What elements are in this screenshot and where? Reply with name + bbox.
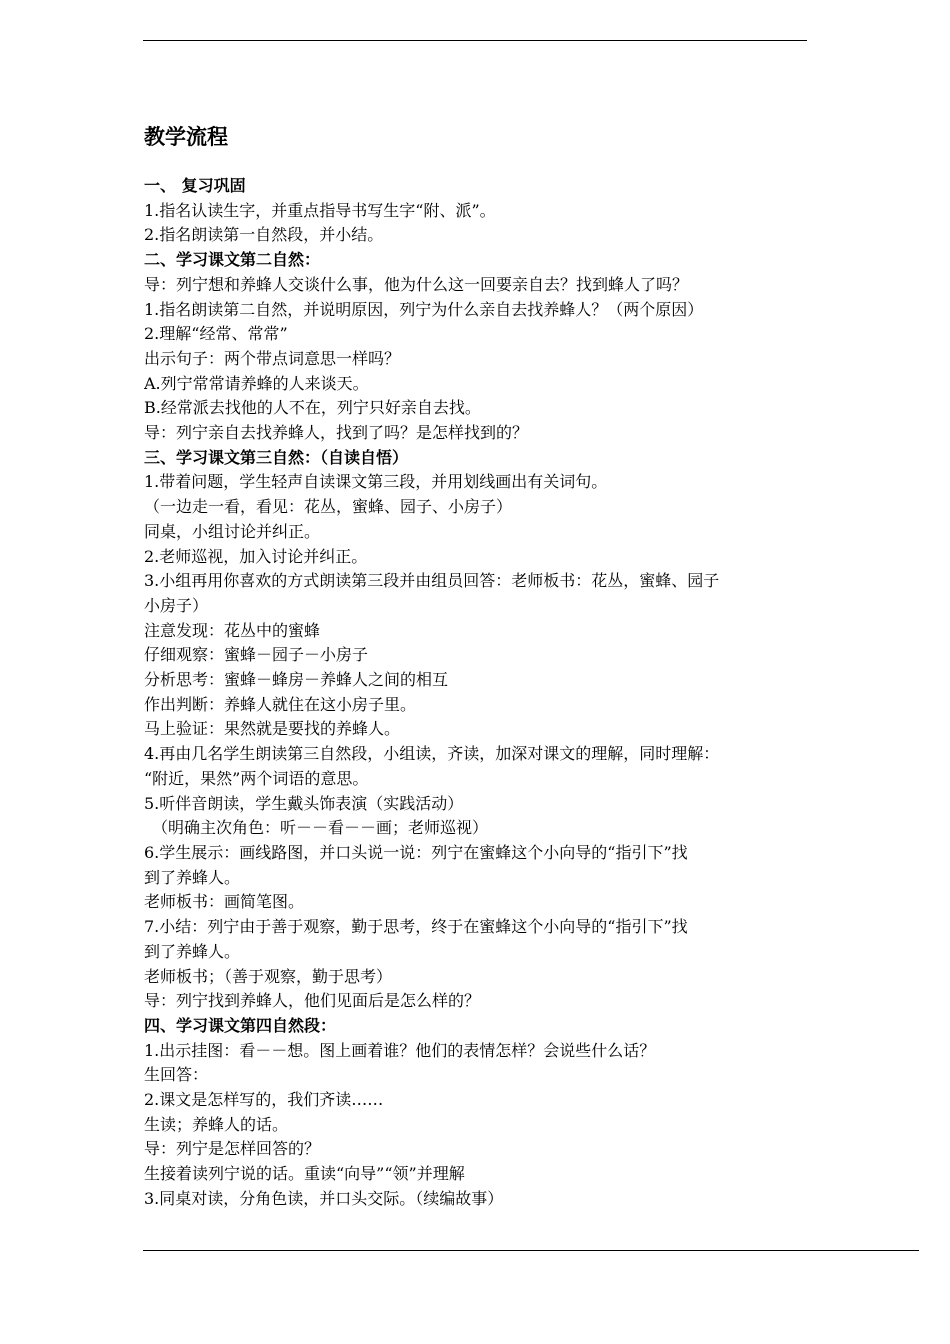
text-line: 6.学生展示：画线路图，并口头说一说：列宁在蜜蜂这个小向导的“指引下”找 — [144, 842, 688, 862]
text-line: 2.理解“经常、常常” — [144, 324, 288, 344]
text-line: 仔细观察：蜜蜂－园子－小房子 — [144, 645, 369, 665]
text-line: 到了养蜂人。 — [144, 941, 241, 961]
text-line: （明确主次角色：听－－看－－画；老师巡视） — [152, 818, 489, 838]
section-heading: 三、学习课文第三自然：（自读自悟） — [144, 447, 409, 467]
text-line: 5.听伴音朗读，学生戴头饰表演（实践活动） — [144, 793, 464, 813]
text-line: 1.出示挂图：看－－想。图上画着谁？他们的表情怎样？会说些什么话？ — [144, 1040, 656, 1060]
text-line: A.列宁常常请养蜂的人来谈天。 — [144, 373, 369, 393]
text-line: 4.再由几名学生朗读第三自然段，小组读，齐读，加深对课文的理解，同时理解： — [144, 744, 720, 764]
text-line: 2.指名朗读第一自然段，并小结。 — [144, 225, 384, 245]
section-heading: 二、学习课文第二自然： — [144, 250, 321, 270]
text-line: 导：列宁是怎样回答的？ — [144, 1139, 321, 1159]
text-line: 小房子） — [144, 595, 209, 615]
text-line: 1.带着问题，学生轻声自读课文第三段，并用划线画出有关词句。 — [144, 472, 608, 492]
section-heading: 一、 复习巩固 — [144, 176, 246, 195]
text-line: 生读；养蜂人的话。 — [144, 1114, 289, 1134]
text-line: 1.指名认读生字，并重点指导书写生字“附、派”。 — [144, 200, 496, 220]
text-line: 生回答： — [144, 1065, 209, 1085]
text-line: 3.小组再用你喜欢的方式朗读第三段并由组员回答：老师板书：花丛，蜜蜂、园子 — [144, 571, 720, 591]
document-body — [144, 174, 808, 1212]
text-line: 分析思考：蜜蜂－蜂房－养蜂人之间的相互 — [144, 670, 449, 690]
text-line: 作出判断：养蜂人就住在这小房子里。 — [144, 694, 417, 714]
text-line: 3.同桌对读，分角色读，并口头交际。（续编故事） — [144, 1188, 504, 1208]
text-line: 导：列宁找到养蜂人，他们见面后是怎么样的？ — [144, 991, 481, 1011]
text-line: 1.指名朗读第二自然，并说明原因，列宁为什么亲自去找养蜂人？（两个原因） — [144, 299, 704, 319]
text-line: 出示句子：两个带点词意思一样吗？ — [144, 348, 401, 368]
text-line: 生接着读列宁说的话。重读“向导”“领”并理解 — [144, 1164, 465, 1184]
footer-rule — [143, 1250, 919, 1251]
page-title: 教学流程 — [144, 124, 228, 149]
text-line: 马上验证：果然就是要找的养蜂人。 — [144, 719, 401, 739]
text-line: （一边走一看，看见：花丛，蜜蜂、园子、小房子） — [144, 497, 513, 517]
text-line: 老师板书：画简笔图。 — [144, 892, 305, 912]
text-line: 导：列宁亲自去找养蜂人，找到了吗？是怎样找到的？ — [144, 423, 529, 443]
text-line: 注意发现：花丛中的蜜蜂 — [144, 620, 321, 640]
text-line: 到了养蜂人。 — [144, 867, 241, 887]
section-heading: 四、学习课文第四自然段： — [144, 1015, 337, 1035]
text-line: “附近，果然”两个词语的意思。 — [144, 768, 369, 788]
text-line: 导：列宁想和养蜂人交谈什么事，他为什么这一回要亲自去？找到蜂人了吗？ — [144, 274, 689, 294]
text-line: 老师板书；（善于观察，勤于思考） — [144, 966, 393, 986]
text-line: 同桌，小组讨论并纠正。 — [144, 521, 321, 541]
text-line: B.经常派去找他的人不在，列宁只好亲自去找。 — [144, 398, 481, 418]
text-line: 7.小结：列宁由于善于观察，勤于思考，终于在蜜蜂这个小向导的“指引下”找 — [144, 917, 688, 937]
header-rule — [143, 40, 807, 41]
text-line: 2.老师巡视，加入讨论并纠正。 — [144, 546, 368, 566]
text-line: 2.课文是怎样写的，我们齐读…… — [144, 1090, 384, 1110]
